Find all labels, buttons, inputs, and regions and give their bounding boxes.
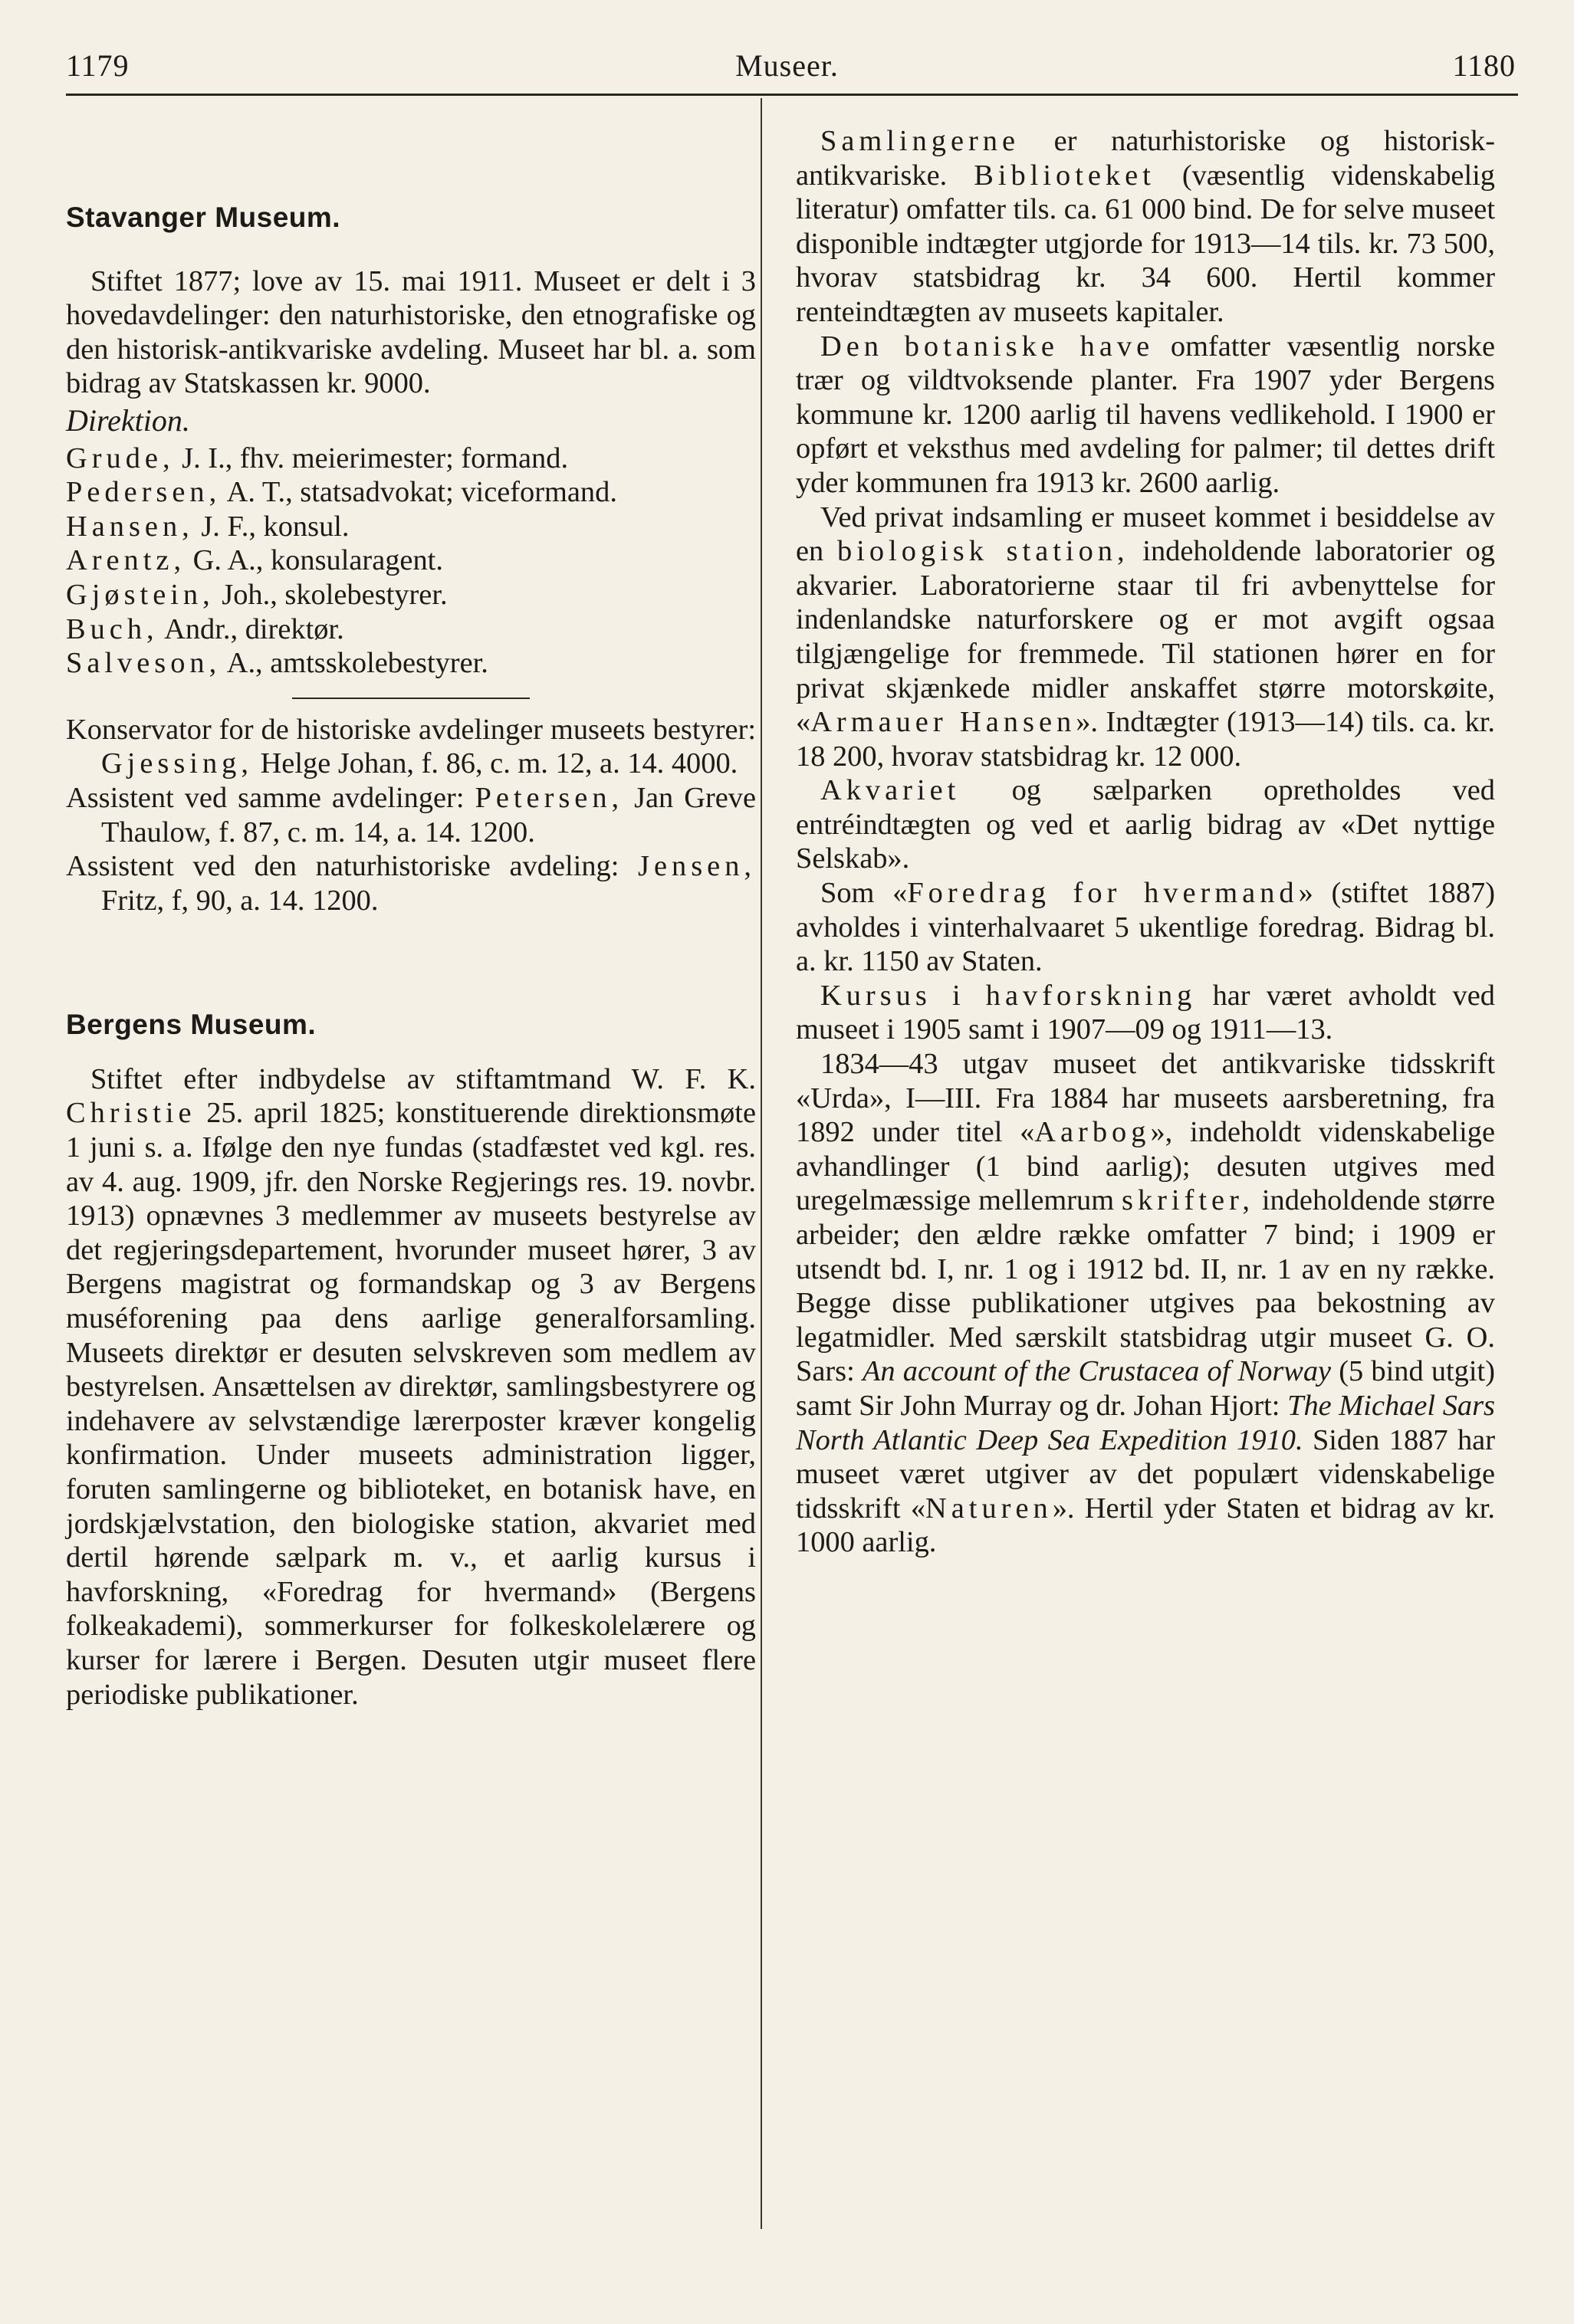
text-run: 25. april 1825; konstituerende direktionsmøte 1 juni s. a. Ifølge den nye fundas (stadfæstet ved kgl. res. av 4. aug. 1909, jfr. den Norske Regjerings res. 19. novbr. 1913) opnævnes 3 medlemmer av museets bestyrelse av det regjeringsdepartement, hvorunder museet hører, 3 av Bergens magistrat og formandskap og 3 av Bergens muséforening paa dens aarlige generalforsamling. Museets direktør er desuten selvskreven som medlem av bestyrelsen. Ansættelsen av direktør, samlingsbestyrere og indehavere av selvstændige lærerposter kræver kongelig konfirmation. Under museets administration ligger, foruten samlingerne og biblioteket, en botanisk have, en jordskjælvstation, den biologiske station, akvariet med dertil hørende sælpark m. v., et aarlig kursus i havforskning, «Foredrag for hvermand» (Bergens folkeakademi), sommerkurser for folkeskolelærere og kurser for lærere i Bergen. Desuten utgir museet flere periodiske publikationer.: [66, 1097, 756, 1711]
spaced-term: skrifter,: [1122, 1184, 1254, 1217]
staff-details: Fritz, f, 90, a. 14. 1200.: [101, 884, 379, 917]
member-desc: Andr., direktør.: [158, 612, 344, 645]
member-desc: A. T., statsadvokat; viceformand.: [221, 476, 617, 509]
text-run: 1834—43 utgav museet det antikvariske tidsskrift «Urda», I—III. Fra 1884 har museets aarsberetning, fra 1892 under titel «: [796, 1048, 1495, 1149]
stavanger-title: Stavanger Museum.: [66, 202, 341, 233]
member-entry: [66, 543, 756, 578]
staff-name: Petersen,: [475, 781, 624, 814]
text-run: og sælparken opretholdes ved entréindtægten og ved et aarlig bidrag av «Det nyttige Selskab».: [796, 774, 1495, 875]
text-run: indeholdende større arbeider; den ældre række omfatter 7 bind; i 1909 er utsendt bd. I, nr. 1 og i 1912 bd. II, nr. 1 av en ny række. Begge disse publikationer utgives paa bekostning av legatmidler. Med særskilt statsbidrag utgir museet G. O. Sars:: [796, 1184, 1495, 1388]
spaced-term: Armauer Hansen: [810, 706, 1076, 739]
spaced-term: biologisk station,: [836, 535, 1129, 568]
staff-entry: [66, 713, 756, 781]
text-run: (væsentlig videnskabelig literatur) omfatter tils. ca. 61 000 bind. De for selve museet disponible indtægter utgjorde for 1913—14 tils. kr. 73 500, hvorav statsbidrag kr. 34 600. Hertil kommer renteindtægten av museets kapitaler.: [796, 159, 1495, 328]
bergen-paragraph: [66, 1062, 756, 1712]
running-head: Museer.: [735, 48, 839, 83]
page-number-left: 1179: [66, 48, 130, 83]
lectures-paragraph: [796, 876, 1495, 979]
spaced-term: Biblioteket: [974, 159, 1155, 192]
staff-details: Helge Johan, f. 86, c. m. 12, a. 14. 4000.: [252, 747, 738, 780]
text-run: » (stiftet 1887) avholdes i vinterhalvaaret 5 ukentlige foredrag. Bidrag bl. a. kr. 1150 av Staten.: [796, 877, 1496, 978]
text-run: omfatter væsentlig norske trær og vildtvoksende planter. Fra 1907 yder Bergens kommune kr. 1200 aarlig til havens vedlikehold. I 1900 er opført et veksthus med avdeling for palmer; til dettes drift yder kommunen fra 1913 kr. 2600 aarlig.: [796, 330, 1495, 499]
member-desc: J. I., fhv. meierimester; formand.: [174, 441, 569, 474]
staff-details: Jan Greve Thaulow, f. 87, c. m. 14, a. 14. 1200.: [101, 781, 756, 849]
member-name: Salveson,: [66, 647, 222, 680]
staff-role: Assistent ved den naturhistoriske avdeling:: [66, 850, 639, 883]
left-column: [66, 115, 756, 1712]
member-desc: J. F., konsul.: [193, 510, 350, 543]
founder-name: Christie: [66, 1097, 196, 1130]
text-run: Siden 1887 har museet været utgiver av det populært videnskabelige tidsskrift «: [796, 1423, 1495, 1525]
member-name: Pedersen,: [66, 476, 222, 509]
direktion-title: Direktion.: [66, 402, 190, 438]
station-paragraph: [796, 501, 1495, 774]
text-run: Stiftet efter indbydelse av stiftamtmand W. F. K.: [90, 1062, 756, 1095]
text-run: (5 bind utgit) samt Sir John Murray og dr. Johan Hjort:: [796, 1355, 1495, 1422]
member-name: Hansen,: [66, 510, 194, 543]
spaced-term: Aarbog: [1034, 1116, 1151, 1149]
stavanger-intro: Stiftet 1877; love av 15. mai 1911. Museet er delt i 3 hovedavdelinger: den naturhistoriske, den etnografiske og den historisk-antikvariske avdeling. Museet har bl. a. som bidrag av Statskassen kr. 9000.: [66, 264, 756, 400]
member-desc: G. A., konsularagent.: [186, 544, 443, 577]
text-run: Ved privat indsamling er museet kommet i besiddelse av en: [796, 501, 1495, 568]
member-entry: [66, 475, 756, 510]
text-run: Som «: [820, 877, 908, 910]
book-title: An account of the Crustacea of Norway: [862, 1355, 1332, 1388]
text-run: indeholdende laboratorier og akvarier. Laboratorierne staar til fri avbenyttelse for indenlandske naturforskere og er mot avgift ogsaa tilgjængelige for fremmede. Til stationen hører en for privat skjænkede midler anskaffet større motorskøite, «: [796, 535, 1496, 739]
text-run: er naturhistoriske og historisk-antikvariske.: [796, 125, 1495, 192]
member-desc: A., amtsskolebestyrer.: [221, 647, 488, 680]
staff-name: Jensen,: [638, 850, 756, 883]
spaced-term: Kursus i havforskning: [820, 979, 1197, 1012]
member-list: [66, 441, 756, 681]
member-name: Arentz,: [66, 544, 186, 577]
member-entry: [66, 441, 756, 476]
staff-list: [66, 713, 756, 918]
member-name: Buch,: [66, 612, 159, 645]
staff-role: Konservator for de historiske avdelinger museets bestyrer:: [66, 713, 756, 746]
text-run: har været avholdt ved museet i 1905 samt i 1907—09 og 1911—13.: [796, 979, 1495, 1046]
publications-paragraph: [796, 1047, 1495, 1560]
collections-paragraph: [796, 124, 1495, 330]
member-entry: [66, 612, 756, 647]
column-rule: [761, 98, 762, 2229]
staff-entry: [66, 781, 756, 849]
text-run: ». Indtægter (1913—14) tils. ca. kr. 18 200, hvorav statsbidrag kr. 12 000.: [796, 706, 1495, 773]
member-name: Gjøstein,: [66, 578, 215, 611]
spaced-term: Samlingerne: [820, 125, 1020, 157]
staff-entry: [66, 849, 756, 917]
page-number-right: 1180: [1452, 48, 1516, 83]
right-column: [796, 115, 1495, 1560]
member-entry: [66, 510, 756, 544]
book-title: The Michael Sars North Atlantic Deep Sea Expedition 1910.: [796, 1389, 1495, 1456]
member-name: Grude,: [66, 441, 175, 474]
spaced-term: Foredrag for hvermand: [907, 877, 1299, 910]
spaced-term: Akvariet: [820, 774, 961, 807]
spaced-term: Naturen: [925, 1492, 1053, 1525]
text-run: », indeholdt videnskabelige avhandlinger (1 bind aarlig); desuten utgives med uregelmæssige mellemrum: [796, 1116, 1495, 1217]
garden-paragraph: [796, 330, 1495, 501]
bergen-title: Bergens Museum.: [66, 1009, 317, 1041]
staff-name: Gjessing,: [101, 747, 253, 780]
member-entry: [66, 578, 756, 612]
aquarium-paragraph: [796, 773, 1495, 876]
header-rule: [66, 94, 1518, 96]
text-run: ». Hertil yder Staten et bidrag av kr. 1000 aarlig.: [796, 1492, 1495, 1559]
spaced-term: Den botaniske have: [820, 330, 1155, 363]
course-paragraph: [796, 979, 1495, 1047]
member-entry: [66, 646, 756, 681]
member-desc: Joh., skolebestyrer.: [214, 578, 448, 611]
staff-role: Assistent ved samme avdelinger:: [66, 781, 475, 814]
